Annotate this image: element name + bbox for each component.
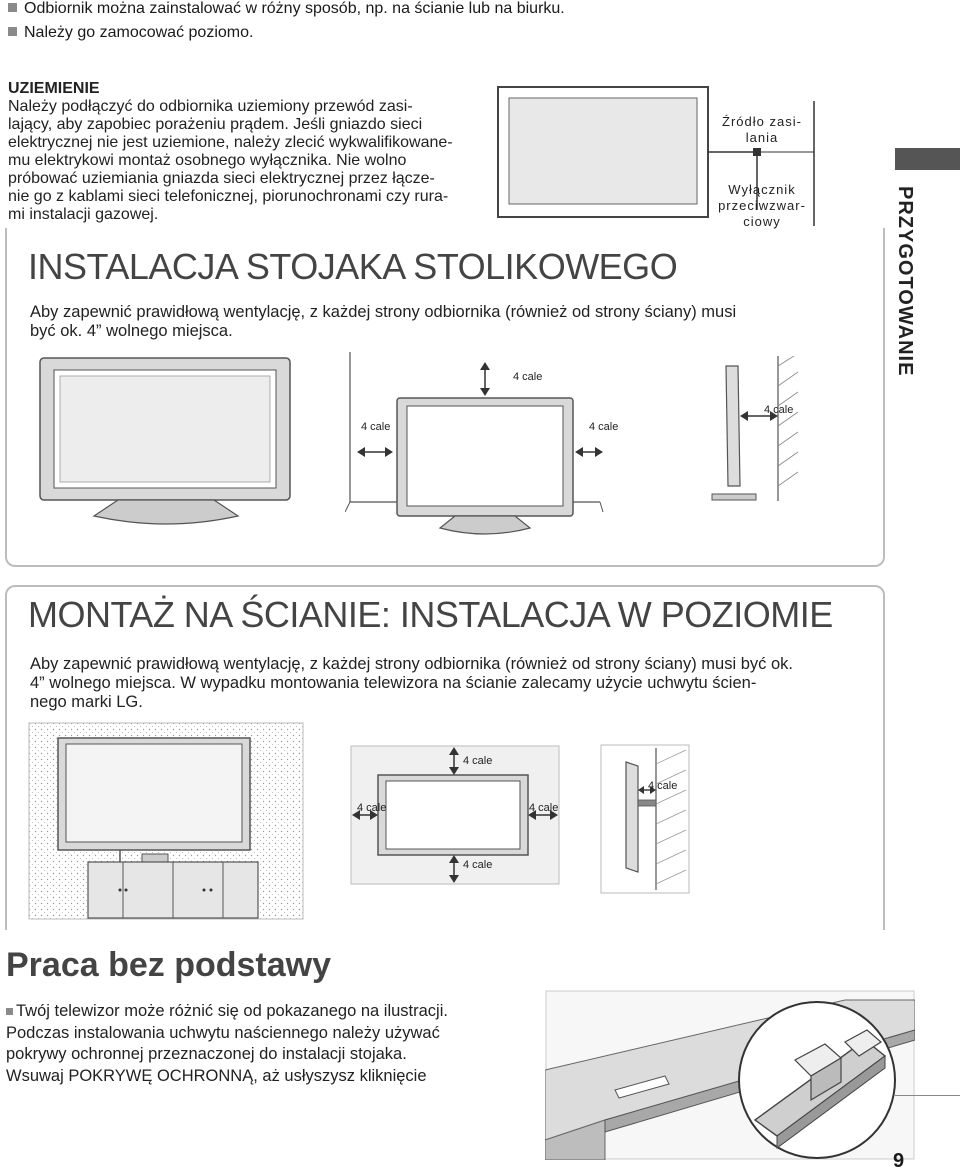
wall-tv-clearance-illustration bbox=[350, 745, 560, 885]
clearance-right-label: 4 cale bbox=[589, 421, 619, 433]
grounding-section bbox=[8, 80, 468, 224]
wall-tv-room-illustration bbox=[28, 722, 304, 920]
wall-clearance-bottom-label: 4 cale bbox=[463, 859, 493, 871]
side-tab-marker bbox=[895, 148, 960, 170]
side-tab-label: PRZYGOTOWANIE bbox=[894, 186, 916, 377]
wall-clearance-top-label: 4 cale bbox=[463, 755, 493, 767]
grounding-line: próbować uziemiania gniazda sieci elektrycznej przez łącze- bbox=[8, 170, 435, 187]
grounding-line: mu elektrykowi montaż osobnego wyłącznika. Nie wolno bbox=[8, 152, 407, 169]
bullet-square-icon bbox=[6, 1008, 13, 1015]
clearance-left-label: 4 cale bbox=[361, 421, 391, 433]
grounding-line: Należy podłączyć do odbiornika uziemiony przewód zasi- bbox=[8, 98, 413, 115]
tv-on-stand-illustration bbox=[38, 356, 296, 530]
wall-mount-body: Aby zapewnić prawidłową wentylację, z każdej strony odbiornika (również od strony ściany) musi być ok. 4” wolnego miejsca. W wypadku montowania telewizora na ścianie zalecamy użycie uchwytu ścien- nego marki LG. bbox=[30, 655, 793, 711]
bullet-square-icon bbox=[8, 3, 17, 12]
no-stand-line: pokrywy ochronnej przeznaczonej do instalacji stojaka. bbox=[6, 1045, 407, 1063]
wall-clearance-right-label: 4 cale bbox=[529, 802, 559, 814]
breaker-label: Wyłącznik przeciwzwar- ciowy bbox=[718, 182, 806, 229]
grounding-line: elektrycznej nie jest uziemione, należy zlecić wykwalifikowane- bbox=[8, 134, 453, 151]
no-stand-line: Wsuwaj POKRYWĘ OCHRONNĄ, aż usłyszysz kliknięcie bbox=[6, 1066, 427, 1085]
tv-clearance-illustration bbox=[345, 352, 605, 542]
bullet-square-icon bbox=[8, 27, 17, 36]
no-stand-line: Twój telewizor może różnić się od pokazanego na ilustracji. bbox=[6, 1001, 526, 1023]
grounding-line: lający, aby zapobiec porażeniu prądem. Jeśli gniazdo sieci bbox=[8, 116, 423, 133]
no-stand-line: Podczas instalowania uchwytu naściennego należy używać bbox=[6, 1023, 440, 1042]
intro-bullet-2: Należy go zamocować poziomo. bbox=[8, 24, 253, 42]
wall-mount-heading: MONTAŻ NA ŚCIANIE: INSTALACJA W POZIOMIE bbox=[28, 594, 833, 635]
grounding-line: nie go z kablami sieci telefonicznej, piorunochronami czy rura- bbox=[8, 188, 449, 205]
grounding-title: UZIEMIENIE bbox=[8, 80, 100, 97]
grounding-line: mi instalacji gazowej. bbox=[8, 206, 159, 223]
power-source-label: Źródło zasi- lania bbox=[722, 114, 802, 145]
intro-bullet-1: Odbiornik można zainstalować w różny sposób, np. na ścianie lub na biurku. bbox=[8, 0, 565, 18]
clearance-side-label: 4 cale bbox=[764, 404, 794, 416]
stand-install-heading: INSTALACJA STOJAKA STOLIKOWEGO bbox=[28, 246, 678, 287]
tv-side-view-illustration bbox=[706, 356, 800, 506]
no-stand-heading: Praca bez podstawy bbox=[6, 946, 332, 984]
power-diagram bbox=[497, 86, 822, 232]
page-number-rule bbox=[895, 1095, 960, 1096]
page-number: 9 bbox=[893, 1150, 905, 1172]
clearance-top-label: 4 cale bbox=[513, 371, 543, 383]
protective-cover-illustration bbox=[545, 990, 915, 1160]
wall-clearance-left-label: 4 cale bbox=[357, 802, 387, 814]
wall-clearance-side-label: 4 cale bbox=[648, 780, 678, 792]
wall-tv-side-view-illustration bbox=[600, 744, 690, 894]
stand-install-body: Aby zapewnić prawidłową wentylację, z każdej strony odbiornika (również od strony ściany) musi być ok. 4” wolnego miejsca. bbox=[30, 303, 737, 340]
no-stand-body bbox=[6, 1001, 526, 1087]
